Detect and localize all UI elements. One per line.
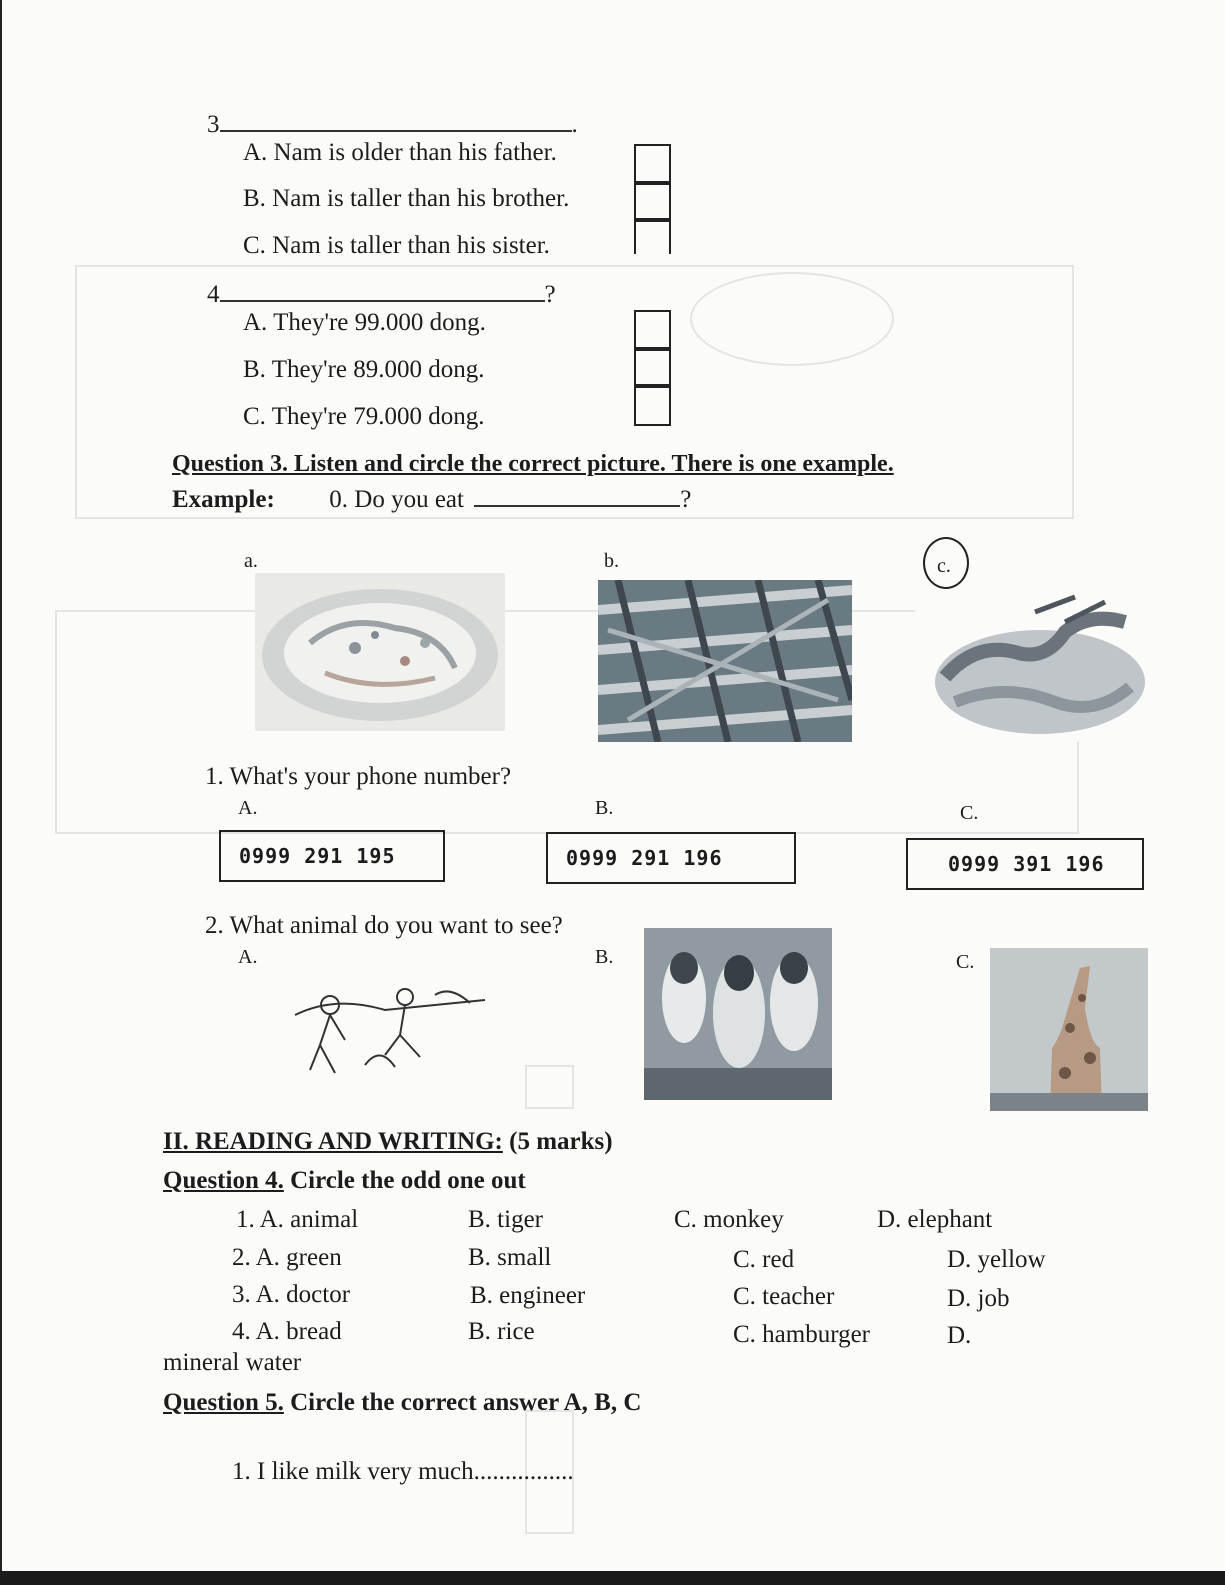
animal-picture-a-monkeys[interactable] — [285, 975, 490, 1090]
tick-box-q3-c[interactable] — [634, 218, 671, 254]
tick-box-q4-c[interactable] — [634, 384, 671, 426]
fish-pile-icon — [598, 580, 852, 742]
question4-title-rest: Circle the odd one out — [283, 1167, 526, 1194]
q4-row1-a[interactable]: 1. A. animal — [236, 1206, 359, 1233]
listening-q3-line — [207, 108, 578, 139]
example-text: 0. Do you eat — [329, 486, 464, 513]
q4-row4-b[interactable]: B. rice — [468, 1318, 535, 1345]
answer-blank — [220, 108, 572, 132]
q4-row2-c[interactable]: C. red — [733, 1246, 795, 1273]
q4-row3-d[interactable]: D. job — [947, 1285, 1010, 1312]
listening-q3-end: . — [571, 111, 578, 138]
animal-picture-b-penguins[interactable] — [644, 928, 832, 1100]
question4-title — [163, 1167, 526, 1195]
listening-q4-option-a: A. They're 99.000 dong. — [243, 309, 486, 336]
animal-picture-c-giraffe[interactable] — [990, 948, 1148, 1111]
example-picture-b-fish[interactable] — [598, 580, 852, 742]
listening-q4-option-b: B. They're 89.000 dong. — [243, 356, 485, 383]
rice-plate-icon — [255, 573, 505, 731]
bleed-through-oval — [690, 272, 894, 366]
example-picture-c-shrimp[interactable] — [915, 592, 1153, 742]
q3-item2-label-b: B. — [595, 946, 614, 968]
q3-item2-label-c: C. — [956, 951, 975, 973]
q4-row1-b[interactable]: B. tiger — [468, 1206, 543, 1233]
q4-row4-c[interactable]: C. hamburger — [733, 1321, 871, 1348]
listening-q4-end: ? — [544, 281, 556, 308]
listening-q3-option-b: B. Nam is taller than his brother. — [243, 185, 570, 212]
q4-row3-c[interactable]: C. teacher — [733, 1283, 835, 1310]
q4-row2-b[interactable]: B. small — [468, 1244, 552, 1271]
q3-item1-label-c: C. — [960, 802, 979, 824]
monkey-sketch-icon — [285, 975, 490, 1090]
giraffe-icon — [990, 948, 1148, 1111]
example-label-b: b. — [604, 550, 619, 572]
q4-row1-c[interactable]: C. monkey — [674, 1206, 784, 1233]
example-label-c: c. — [937, 555, 951, 577]
example-end: ? — [680, 486, 692, 513]
q3-item2-label-a: A. — [238, 946, 258, 968]
example-answer-circle — [923, 537, 969, 589]
answer-blank — [220, 278, 545, 302]
listening-q4-number: 4 — [207, 281, 220, 308]
q4-row4-a[interactable]: 4. A. bread — [232, 1318, 342, 1345]
question3-title: Question 3. Listen and circle the correct picture. There is one example. — [172, 451, 894, 477]
q4-row3-b[interactable]: B. engineer — [470, 1282, 586, 1309]
listening-q3-number: 3 — [207, 111, 220, 138]
question4-title-prefix: Question 4. — [163, 1167, 284, 1194]
q3-item1-label-a: A. — [238, 797, 258, 819]
q3-item2-question: 2. What animal do you want to see? — [205, 912, 563, 939]
q4-row2-a[interactable]: 2. A. green — [232, 1244, 342, 1271]
q4-row4-d-wrap: mineral water — [163, 1349, 302, 1376]
tick-box-q3-a[interactable] — [634, 144, 671, 185]
listening-q4-line — [207, 278, 556, 309]
tick-box-q3-b[interactable] — [634, 181, 671, 222]
listening-q4-option-c: C. They're 79.000 dong. — [243, 403, 485, 430]
tick-box-q4-a[interactable] — [634, 310, 671, 351]
example-label: Example: — [172, 486, 275, 513]
page-edge — [0, 0, 2, 1585]
section-reading-writing-title — [163, 1128, 613, 1156]
answer-blank — [474, 483, 680, 507]
listening-q3-option-c: C. Nam is taller than his sister. — [243, 232, 550, 259]
q4-row4-d[interactable]: D. — [947, 1322, 972, 1349]
phone-option-b[interactable]: 0999 291 196 — [546, 832, 796, 884]
shrimp-plate-icon — [915, 592, 1153, 742]
section-marks: (5 marks) — [509, 1128, 613, 1155]
q4-row3-a[interactable]: 3. A. doctor — [232, 1281, 351, 1308]
example-label-a: a. — [244, 550, 258, 572]
section-title: II. READING AND WRITING: — [163, 1128, 503, 1155]
tick-box-q4-b[interactable] — [634, 347, 671, 388]
question5-title-rest: Circle the correct answer A, B, C — [283, 1389, 642, 1416]
question5-title — [163, 1389, 641, 1417]
phone-option-c[interactable]: 0999 391 196 — [906, 838, 1144, 890]
q4-row1-d[interactable]: D. elephant — [877, 1206, 993, 1233]
question5-title-prefix: Question 5. — [163, 1389, 284, 1416]
question3-example — [172, 483, 691, 514]
example-picture-a-rice-plate[interactable] — [255, 573, 505, 731]
penguin-group-icon — [644, 928, 832, 1100]
scanner-bottom-edge — [0, 1571, 1225, 1585]
listening-q3-option-a: A. Nam is older than his father. — [243, 139, 557, 166]
q4-row2-d[interactable]: D. yellow — [947, 1246, 1046, 1273]
q3-item1-label-b: B. — [595, 797, 614, 819]
q5-item1: 1. I like milk very much................ — [232, 1458, 574, 1485]
phone-option-a[interactable]: 0999 291 195 — [219, 830, 445, 882]
q3-item1-question: 1. What's your phone number? — [205, 763, 512, 790]
bleed-through-box — [525, 1065, 574, 1109]
